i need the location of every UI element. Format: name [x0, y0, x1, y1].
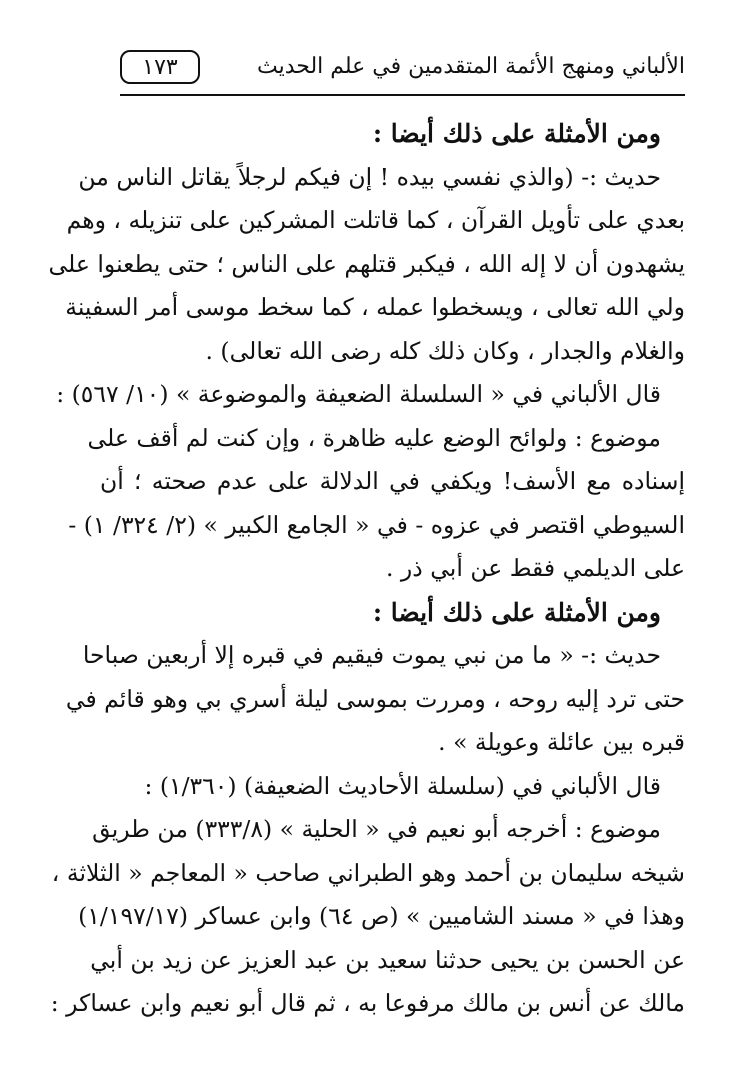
text-line: شيخه سليمان بن أحمد وهو الطبراني صاحب « المعاجم « الثلاثة ،	[51, 858, 685, 887]
text-line: يشهدون أن لا إله الله ، فيكبر قتلهم على الناس ؛ حتى يطعنوا على	[48, 249, 685, 278]
text-line: قال الألباني في « السلسلة الضعيفة والموضوعة » (١٠/ ٥٦٧) :	[56, 380, 661, 408]
text-line: بعدي على تأويل القرآن ، كما قاتلت المشركين على تنزيله ، وهم	[66, 206, 685, 234]
section-heading: ومن الأمثلة على ذلك أيضا :	[372, 119, 661, 148]
text-line: حتى ترد إليه روحه ، ومررت بموسى ليلة أسري بي وهو قائم في	[65, 684, 685, 713]
text-line: والغلام والجدار ، وكان ذلك كله رضى الله تعالى) .	[205, 336, 685, 365]
text-line: إسناده مع الأسف! ويكفي في الدلالة على عدم صحته ؛ أن	[100, 467, 685, 495]
page-header	[120, 50, 685, 92]
text-line: عن الحسن بن يحيى حدثنا سعيد بن عبد العزيز عن زيد بن أبي	[90, 945, 685, 974]
text-line: قال الألباني في (سلسلة الأحاديث الضعيفة) (١/٣٦٠) :	[144, 771, 661, 800]
text-line: وهذا في « مسند الشاميين » (ص ٦٤) وابن عساكر (١/١٩٧/١٧)	[78, 902, 685, 930]
section-heading: ومن الأمثلة على ذلك أيضا :	[372, 597, 661, 627]
header-rule	[120, 94, 685, 96]
text-line: حديث :- « ما من نبي يموت فيقيم في قبره إلا أربعين صباحا	[82, 641, 661, 669]
text-line: مالك عن أنس بن مالك مرفوعا به ، ثم قال أبو نعيم وابن عساكر :	[50, 989, 685, 1017]
text-line: قبره بين عائلة وعويلة » .	[438, 728, 685, 756]
page-body	[48, 112, 685, 1026]
text-line: حديث :- (والذي نفسي بيده ! إن فيكم لرجلاً يقاتل الناس من	[78, 162, 661, 191]
text-line: موضوع : أخرجه أبو نعيم في « الحلية » (٣٣٣/٨) من طريق	[92, 815, 661, 843]
page-number: ١٧٣	[120, 50, 200, 84]
running-title: الألباني ومنهج الأئمة المتقدمين في علم الحديث	[256, 54, 685, 79]
text-line: ولي الله تعالى ، ويسخطوا عمله ، كما سخط موسى أمر السفينة	[65, 293, 685, 321]
text-line: على الديلمي فقط عن أبي ذر .	[385, 554, 685, 582]
text-line: موضوع : ولوائح الوضع عليه ظاهرة ، وإن كنت لم أقف على	[87, 423, 661, 452]
text-line: السيوطي اقتصر في عزوه - في « الجامع الكبير » (٢/ ٣٢٤/ ١) -	[68, 510, 685, 539]
